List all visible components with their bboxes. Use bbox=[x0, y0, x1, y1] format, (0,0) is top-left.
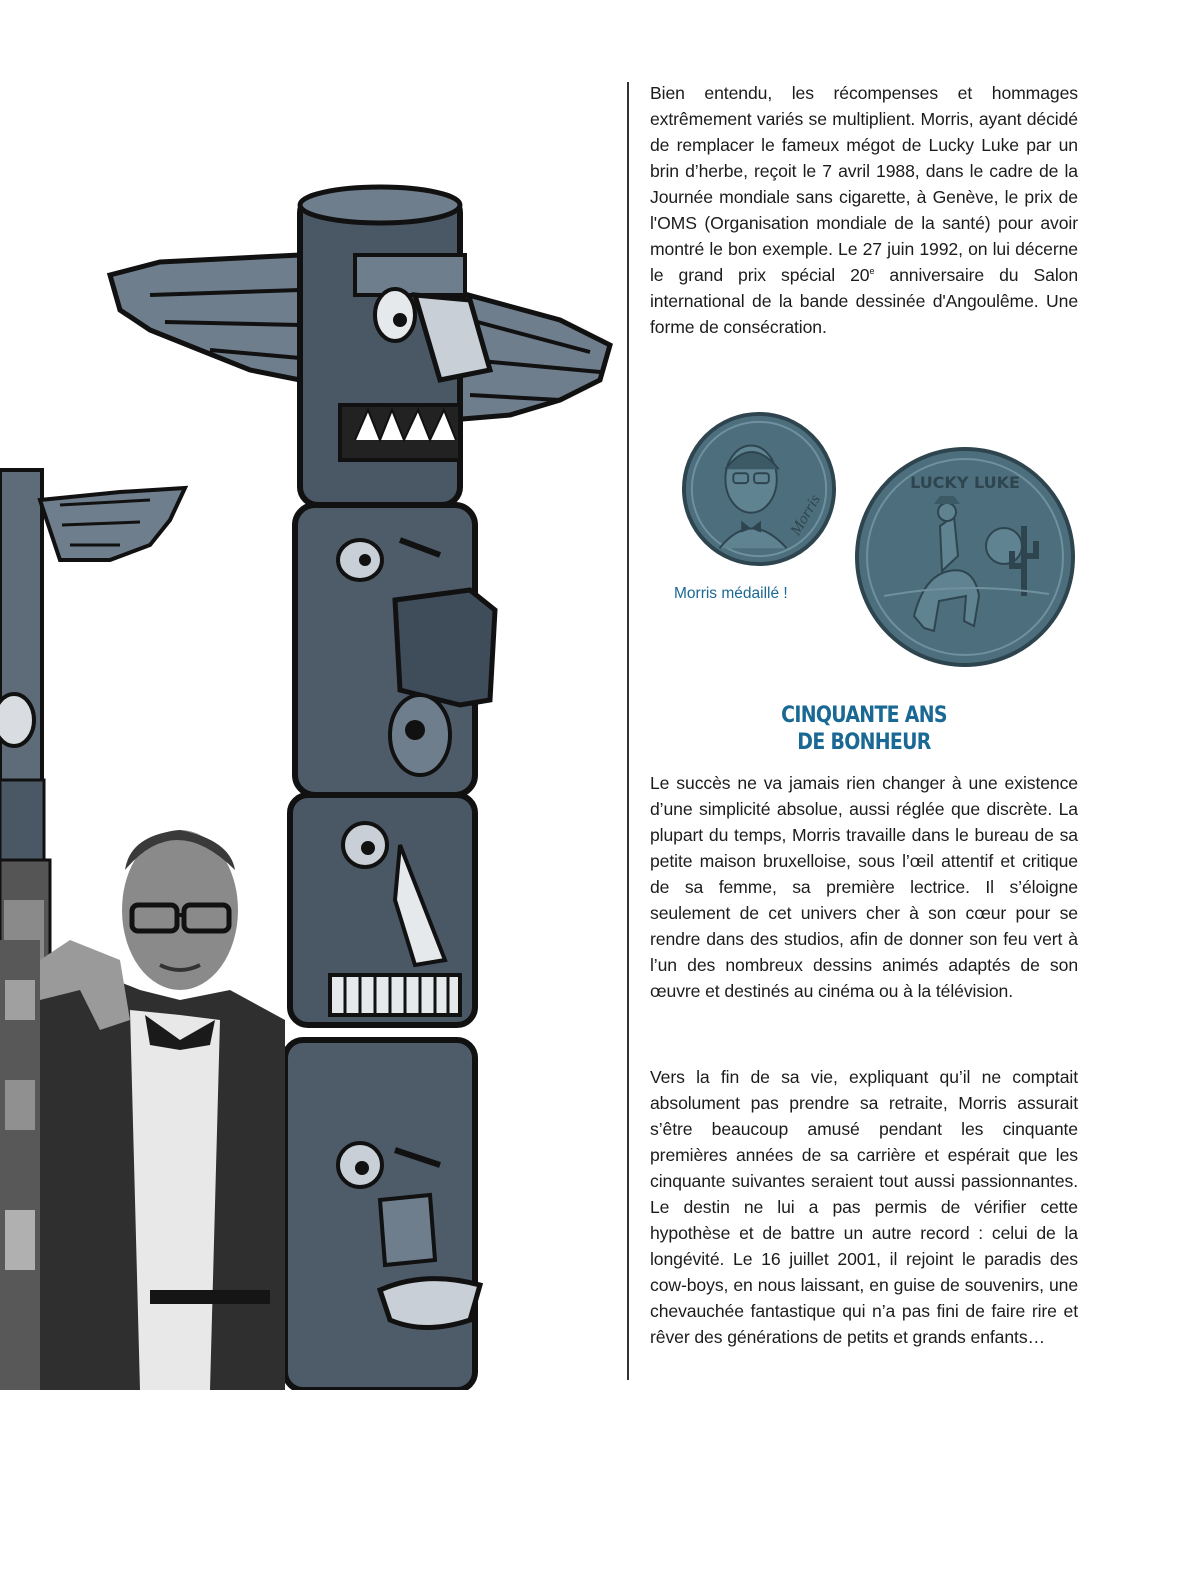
column-divider bbox=[627, 82, 629, 1380]
svg-text:Morris: Morris bbox=[787, 491, 824, 539]
medal-caption: Morris médaillé ! bbox=[674, 585, 788, 602]
svg-text:LUCKY LUKE: LUCKY LUKE bbox=[910, 473, 1020, 492]
paragraph-simple-life: Le succès ne va jamais rien changer à une existence d’une simplicité absolue, aussi réglée que discrète. La plupart du temps, Morris travaille dans le bureau de sa petite maison bruxelloise, sous l’œil attentif et critique de sa femme, sa première lectrice. Il s’éloigne seulement de cet univers cher à son cœur pour se rendre dans des studios, afin de donner son feu vert à l’un des nombreux dessins animés adaptés de son œuvre et destinés au cinéma ou à la télévision. bbox=[650, 773, 1078, 1001]
paragraph-end-of-life: Vers la fin de sa vie, expliquant qu’il ne comptait absolument pas prendre sa retraite, Morris assurait s’être beaucoup amusé pendant les cinquante premières années de sa carrière et espérait que les cinquante suivantes seraient tout aussi passionnantes. Le destin ne lui a pas permis de vérifier cette hypothèse et de battre un autre record : celui de la longévité. Le 16 juillet 2001, il rejoint le paradis des cow-boys, en nous laissant, en guise de souvenirs, une chevauchée fantastique qui n’a pas fini de faire rire et rêver des générations de petits et grands enfants… bbox=[650, 1067, 1078, 1347]
medal-lucky-luke-icon bbox=[854, 446, 1076, 668]
heading-line-1: CINQUANTE ANS bbox=[781, 703, 947, 728]
section-heading bbox=[723, 702, 1005, 756]
paragraph-awards: Bien entendu, les récompenses et hommages extrêmement variés se multiplient. Morris, ayant décidé de remplacer le fameux mégot de Lucky Luke par un brin d’herbe, reçoit le 7 avril 1988, dans le cadre de la Journée mondiale sans cigarette, à Genève, le prix de l'OMS (Organisation mondiale de la santé) pour avoir montré le bon exemple. Le 27 juin 1992, on lui décerne le grand prix spécial 20e anniversaire du Salon international de la bande dessinée d'Angoulême. Une forme de consécration. bbox=[650, 83, 1078, 337]
medal-portrait-icon bbox=[680, 410, 838, 568]
totem-illustration bbox=[0, 0, 620, 1390]
heading-line-2: DE BONHEUR bbox=[797, 730, 931, 755]
